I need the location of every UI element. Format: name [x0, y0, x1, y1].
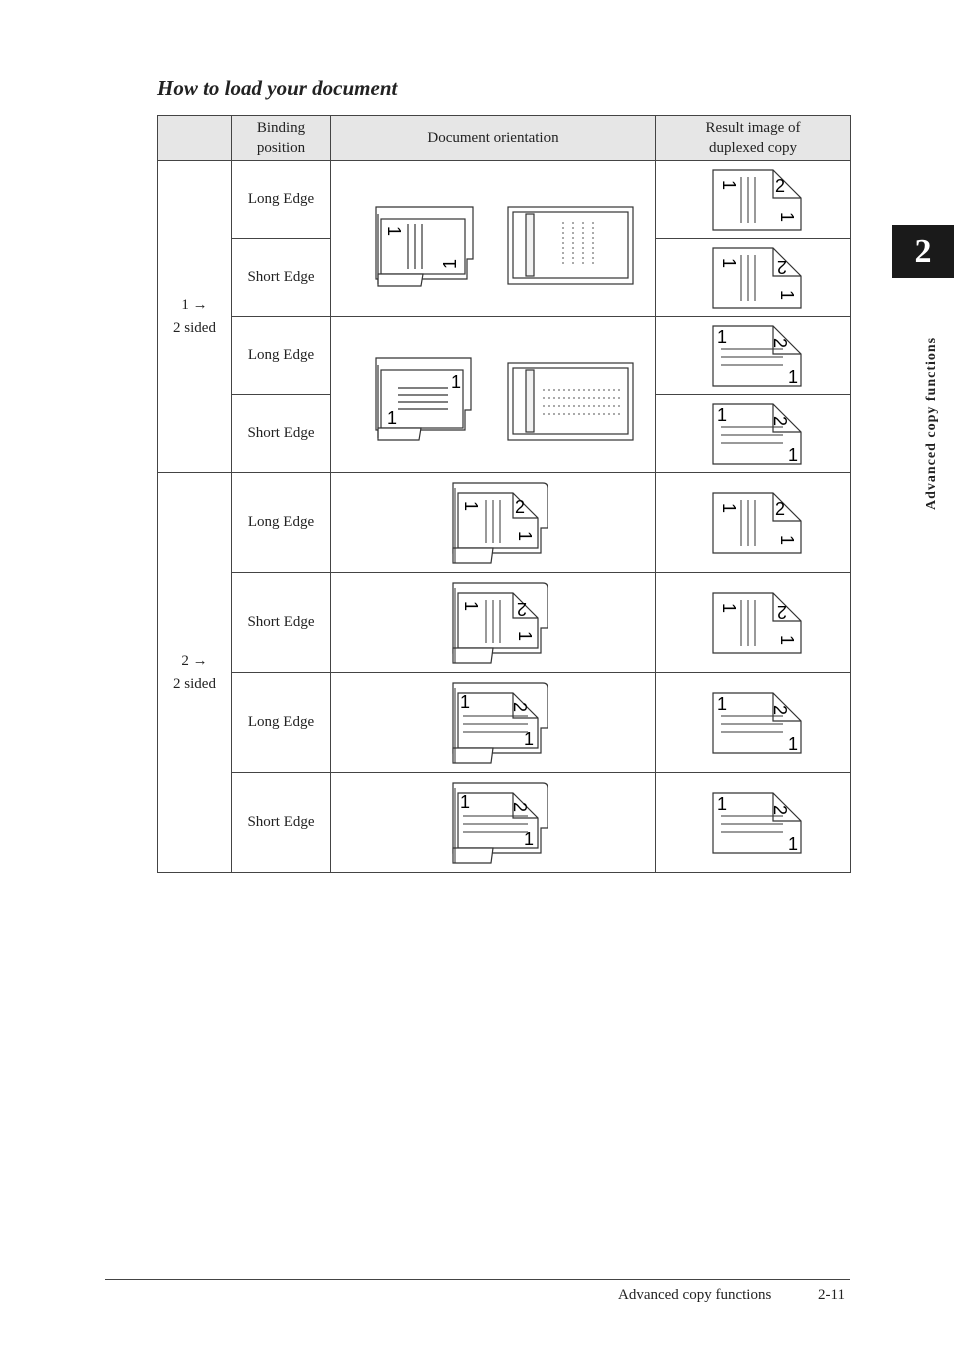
table-row [158, 161, 851, 239]
page-number: 1 [515, 530, 535, 541]
page-number: 1 [719, 257, 739, 268]
result-icon [703, 688, 803, 758]
page-number: 1 [788, 366, 799, 387]
chapter-sidebar [924, 290, 944, 510]
mode-1to2: 1 → 2 sided [158, 161, 232, 473]
page-number: 2 [770, 415, 790, 426]
table-row [158, 317, 851, 395]
page-number: 1 [524, 728, 535, 749]
result-figure [656, 161, 851, 239]
page-number: 2 [510, 701, 530, 712]
binding-label: Long Edge [232, 317, 331, 395]
page-number: 1 [717, 326, 728, 347]
portrait-document-figure [343, 184, 643, 294]
footer-divider [105, 1279, 850, 1280]
result-icon [703, 399, 803, 469]
table-row [158, 473, 851, 573]
result-figure [656, 395, 851, 473]
header-binding: Binding position [232, 116, 331, 161]
page-title: How to load your document [157, 76, 398, 100]
orientation-figure [331, 161, 656, 317]
orientation-figure [331, 473, 656, 573]
result-icon [703, 321, 803, 391]
page-number: 1 [717, 404, 728, 425]
page-number: 1 [387, 407, 398, 428]
landscape-document-figure [343, 340, 643, 450]
binding-label: Long Edge [232, 473, 331, 573]
header-blank [158, 116, 232, 161]
page-number: 1 [777, 289, 797, 300]
page-number: 2 [516, 598, 527, 619]
chapter-label: Advanced copy functions [924, 336, 939, 510]
result-icon [703, 788, 803, 858]
duplex-document-figure [438, 678, 548, 768]
page-number: 2 [776, 601, 787, 622]
binding-label: Short Edge [232, 395, 331, 473]
page-number: 2 [775, 498, 786, 519]
page-number: 1 [461, 500, 481, 511]
page-number: 1 [788, 444, 799, 465]
result-icon [703, 243, 803, 313]
page-number: 1 [788, 833, 799, 854]
orientation-figure [331, 673, 656, 773]
binding-label: Short Edge [232, 773, 331, 873]
orientation-figure [331, 573, 656, 673]
page-number: 2 [776, 256, 787, 277]
page-number: 2 [770, 337, 790, 348]
orientation-figure [331, 773, 656, 873]
page-number: 2 [510, 801, 530, 812]
page-number: 2 [515, 496, 526, 517]
duplex-document-figure [438, 478, 548, 568]
page-number: 1 [524, 828, 535, 849]
result-figure [656, 317, 851, 395]
page-number: 1 [717, 793, 728, 814]
page-number: 1 [460, 691, 471, 712]
page-number: 1 [719, 179, 739, 190]
page-number: 1 [777, 534, 797, 545]
binding-label: Long Edge [232, 673, 331, 773]
page-number: 1 [440, 258, 460, 269]
duplex-document-figure [438, 778, 548, 868]
result-figure [656, 573, 851, 673]
binding-label: Short Edge [232, 239, 331, 317]
page-number: 1 [788, 733, 799, 754]
result-figure [656, 673, 851, 773]
page-number: 1 [515, 630, 535, 641]
result-icon [703, 588, 803, 658]
header-result: Result image of duplexed copy [656, 116, 851, 161]
mode-2to2: 2 → 2 sided [158, 473, 232, 873]
page-number: 1 [384, 225, 404, 236]
page-number: 1 [719, 602, 739, 613]
result-icon [703, 165, 803, 235]
page-number: 2 [770, 704, 790, 715]
header-row [158, 116, 851, 161]
table-row [158, 573, 851, 673]
footer-section: Advanced copy functions [618, 1287, 772, 1303]
page-number: 1 [717, 693, 728, 714]
page-number: 1 [777, 634, 797, 645]
chapter-tab: 2 [892, 225, 954, 278]
page-number: 1 [777, 211, 797, 222]
result-figure [656, 473, 851, 573]
loading-table [157, 115, 851, 873]
table-row [158, 773, 851, 873]
duplex-document-figure [438, 578, 548, 668]
page-number: 1 [451, 371, 462, 392]
result-figure [656, 773, 851, 873]
result-figure [656, 239, 851, 317]
page-number: 1 [461, 600, 481, 611]
binding-label: Short Edge [232, 573, 331, 673]
header-orientation: Document orientation [331, 116, 656, 161]
page-number: 2 [775, 175, 786, 196]
orientation-figure [331, 317, 656, 473]
footer-page-number: 2-11 [818, 1287, 845, 1303]
result-icon [703, 488, 803, 558]
binding-label: Long Edge [232, 161, 331, 239]
page-number: 1 [460, 791, 471, 812]
table-row [158, 673, 851, 773]
page-number: 2 [770, 804, 790, 815]
page-number: 1 [719, 502, 739, 513]
